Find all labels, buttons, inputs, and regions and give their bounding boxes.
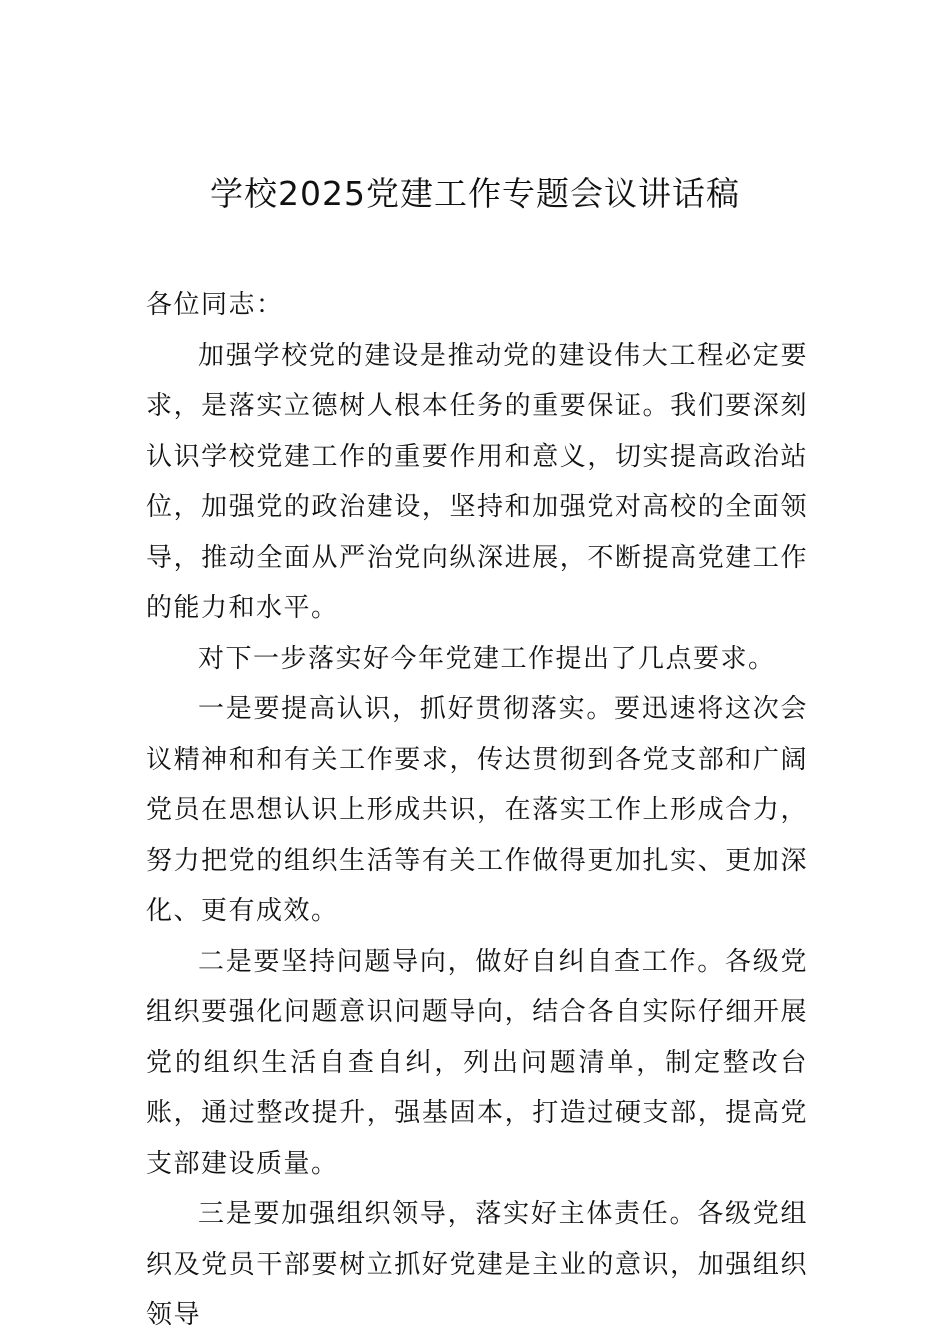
document-body (146, 280, 808, 1341)
paragraph-requirements-lead: 对下一步落实好今年党建工作提出了几点要求。 (198, 643, 776, 674)
paragraph-point-three: 三是要加强组织领导，落实好主体责任。各级党组织及党员干部要树立抓好党建是主业的意识，加强组织领导 (146, 1199, 808, 1330)
paragraph-point-one: 一是要提高认识，抓好贯彻落实。要迅速将这次会议精神和和有关工作要求，传达贯彻到各党支部和广阔党员在思想认识上形成共识，在落实工作上形成合力，努力把党的组织生活等有关工作做得更加扎实、更加深化、更有成效。 (146, 694, 808, 926)
salutation: 各位同志： (146, 290, 284, 320)
paragraph-intro: 加强学校党的建设是推动党的建设伟大工程必定要求，是落实立德树人根本任务的重要保证。我们要深刻认识学校党建工作的重要作用和意义，切实提高政治站位，加强党的政治建设，坚持和加强党对高校的全面领导，推动全面从严治党向纵深进展，不断提高党建工作的能力和水平。 (146, 340, 808, 623)
document-title: 学校2025党建工作专题会议讲话稿 (210, 174, 740, 213)
paragraph-point-two: 二是要坚持问题导向，做好自纠自查工作。各级党组织要强化问题意识问题导向，结合各自实际仔细开展党的组织生活自查自纠，列出问题清单，制定整改台账，通过整改提升，强基固本，打造过硬支部，提高党支部建设质量。 (146, 946, 808, 1179)
